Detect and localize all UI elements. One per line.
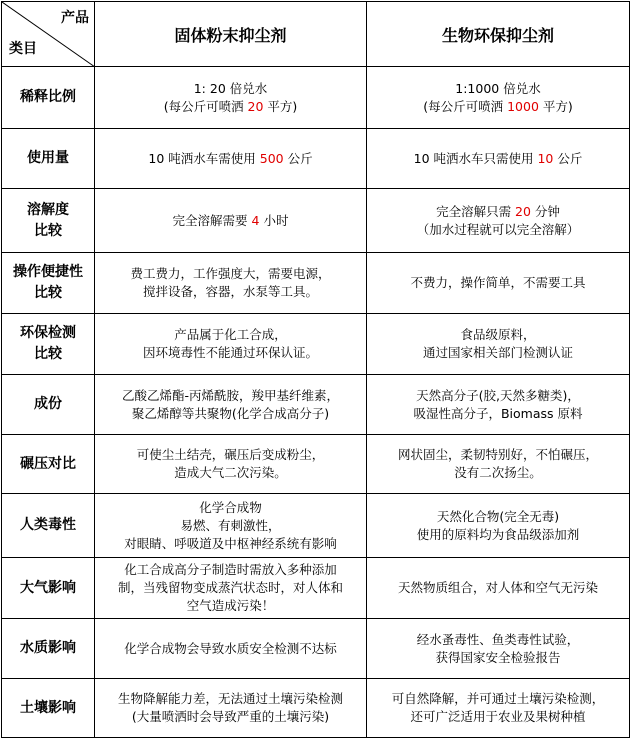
table-row [2,494,630,558]
cell-line: 化学合成物 [199,499,262,515]
column-header-solid-powder: 固体粉末抑尘剂 [95,2,367,67]
row-label [2,189,95,253]
row-label-line: 比较 [34,346,62,362]
row-label: 成份 [2,375,95,435]
cell-line: 不费力，操作简单，不需要工具 [410,275,586,290]
table-row [2,558,630,619]
row-label: 稀释比例 [2,67,95,129]
highlight-number: 500 [259,150,284,166]
cell-line: 对眼睛、呼吸道及中枢神经系统有影响 [124,535,337,551]
cell-line: 可自然降解，并可通过土壤污染检测， [391,691,605,706]
cell-line [367,203,629,221]
cell-line: (大量喷洒时会导致严重的土壤污染) [131,709,330,724]
solid-powder-cell [95,375,367,435]
row-label: 土壤影响 [2,679,95,738]
cell-text: (每公斤可喷洒 [163,98,248,114]
cell-line: 费工费力，工作强度大，需要电源， [130,266,331,281]
cell-line: 还可广泛适用于农业及果树种植 [410,709,586,724]
table-row [2,129,630,189]
bio-eco-cell [367,189,630,253]
highlight-number: 4 [251,212,260,228]
table-row [2,375,630,435]
cell-line: 使用的原料均为食品级添加剂 [416,526,580,542]
corner-category-label: 类目 [9,41,37,57]
row-label-line: 比较 [34,222,62,239]
cell-line: 化学合成物会导致水质安全检测不达标 [124,640,337,656]
solid-powder-cell [95,67,367,129]
table-row [2,619,630,679]
corner-product-label: 产品 [61,10,89,26]
row-label: 碾压对比 [2,435,95,494]
bio-eco-cell [367,314,630,375]
cell-line: 搅拌设备，容器，水泵等工具。 [142,284,318,299]
cell-text: 完全溶解需要 [172,212,252,228]
bio-eco-cell [367,494,630,558]
bio-eco-cell [367,435,630,494]
cell-line: 1: 20 倍兑水 [193,80,268,96]
cell-line: 生物降解能力差，无法通过土壤污染检测 [117,691,343,706]
cell-text: 平方) [538,98,573,114]
cell-line: 食品级原料， [460,327,536,342]
cell-line: 天然物质组合，对人体和空气无污染 [397,580,598,595]
header-row [2,2,630,67]
table-row [2,314,630,375]
row-label-line: 比较 [34,285,62,301]
row-label: 水质影响 [2,619,95,679]
cell-line: 造成大气二次污染。 [174,465,287,480]
cell-line: 网状固尘，柔韧特别好，不怕碾压， [397,447,598,462]
cell-text: (每公斤可喷洒 [423,98,508,114]
table-row [2,253,630,314]
cell-text: 分钟 [530,203,560,219]
cell-line: 乙酸乙烯酯-丙烯酰胺，羧甲基纤维素， [121,387,339,403]
cell-line: 因环境毒性不能通过环保认证。 [142,345,318,360]
cell-line: （加水过程就可以完全溶解） [416,221,580,237]
row-label [2,253,95,314]
cell-line: 吸湿性高分子，Biomass 原料 [413,405,583,421]
highlight-number: 20 [247,98,264,114]
cell-text: 公斤 [283,150,313,166]
highlight-number: 10 [537,150,554,166]
row-label: 使用量 [2,129,95,189]
column-header-bio-eco: 生物环保抑尘剂 [367,2,630,67]
table-row [2,435,630,494]
bio-eco-cell [367,129,630,189]
cell-line: 天然化合物(完全无毒) [436,508,560,524]
row-label: 人类毒性 [2,494,95,558]
highlight-number: 1000 [507,98,539,114]
comparison-table [1,1,630,738]
solid-powder-cell [95,189,367,253]
solid-powder-cell [95,619,367,679]
cell-line: 易燃、有刺激性， [180,517,281,533]
bio-eco-cell [367,679,630,738]
cell-line: 空气造成污染！ [186,598,275,613]
solid-powder-cell [95,435,367,494]
cell-line: 化工合成高分子制造时需放入多种添加 [124,562,337,577]
cell-line: 聚乙烯醇等共聚物(化学合成高分子) [131,405,330,421]
cell-line [367,98,629,116]
table-row [2,189,630,253]
table-row [2,679,630,738]
bio-eco-cell [367,558,630,619]
highlight-number: 20 [515,203,531,219]
cell-text: 10 吨洒水车需使用 [148,150,260,166]
solid-powder-cell [95,314,367,375]
cell-line: 经水蚤毒性、鱼类毒性试验， [416,631,580,647]
cell-text: 小时 [259,212,289,228]
bio-eco-cell [367,375,630,435]
cell-line: 制，当残留物变成蒸汽状态时，对人体和 [117,580,343,595]
cell-line: 没有二次扬尘。 [454,465,542,480]
solid-powder-cell [95,679,367,738]
bio-eco-cell [367,67,630,129]
cell-line: 获得国家安全检验报告 [435,649,561,665]
cell-text: 公斤 [553,150,583,166]
row-label: 大气影响 [2,558,95,619]
bio-eco-cell [367,253,630,314]
table-row [2,67,630,129]
solid-powder-cell [95,129,367,189]
solid-powder-cell [95,494,367,558]
cell-line: 通过国家相关部门检测认证 [422,345,573,360]
corner-header-cell [2,2,95,67]
row-label [2,314,95,375]
bio-eco-cell [367,619,630,679]
row-label-line: 环保检测 [20,325,76,341]
cell-line: 1:1000 倍兑水 [455,80,541,96]
cell-text: 10 吨洒水车只需使用 [413,150,538,166]
cell-text: 完全溶解只需 [436,203,516,219]
row-label-line: 操作便捷性 [13,264,83,280]
solid-powder-cell [95,558,367,619]
cell-line: 产品属于化工合成， [174,327,287,342]
cell-line [95,98,366,116]
cell-line: 天然高分子(胶,天然多糖类)， [416,387,580,403]
cell-text: 平方) [263,98,298,114]
solid-powder-cell [95,253,367,314]
row-label-line: 溶解度 [27,201,69,218]
cell-line: 可使尘土结壳，碾压后变成粉尘， [136,447,325,462]
